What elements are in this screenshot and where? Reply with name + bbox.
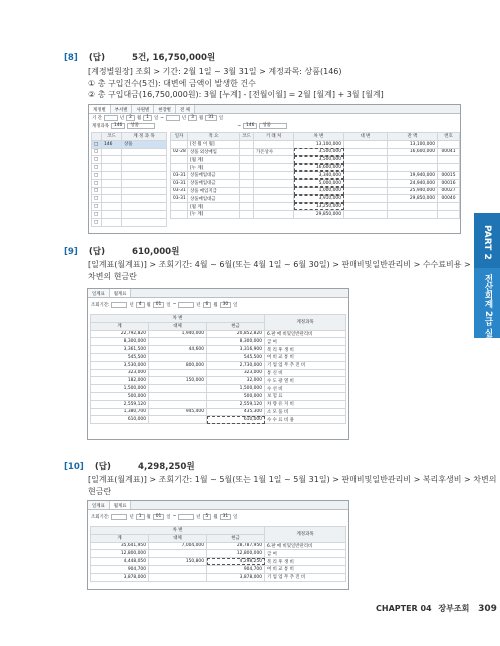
table-row[interactable]: [91, 361, 346, 369]
cell-transfer: 150,800: [149, 558, 207, 566]
q8-from-month[interactable]: 2: [126, 115, 135, 121]
cell-date: 03-31: [171, 187, 188, 195]
cell-number: 00041: [438, 148, 460, 156]
q8-description: [88, 66, 384, 101]
q8-day-unit-2: 일: [218, 116, 224, 121]
tab-site[interactable]: 현장별: [154, 105, 176, 113]
cell-account: 기 업 업 무 추 진 비: [265, 361, 346, 369]
cell-date: [171, 164, 188, 172]
cell-transfer: 800,000: [149, 361, 207, 369]
q9-table: [90, 314, 346, 424]
table-row[interactable]: [91, 330, 346, 338]
cell-desc: 상품매입대금: [188, 195, 240, 203]
cell-credit: [344, 164, 388, 172]
cell-transfer: [149, 338, 207, 346]
cell-credit: [344, 179, 388, 187]
cell-cash: 323,000: [207, 369, 265, 377]
cell-account: 소 모 품 비: [265, 408, 346, 416]
cell-code: [240, 210, 254, 218]
table-row[interactable]: [171, 210, 460, 218]
q10-answer: 4,298,250원: [138, 462, 195, 472]
q8-list-code-header: 코드: [102, 133, 122, 141]
cell-date: 03-31: [171, 195, 188, 203]
q8-tilde: ~: [160, 115, 164, 121]
cell-total: 545,500: [91, 353, 149, 361]
table-row[interactable]: [171, 203, 460, 211]
q8-to-day[interactable]: 31: [205, 115, 217, 121]
cell-debit: 5,000,000: [294, 179, 344, 187]
q8-from-year[interactable]: [104, 115, 118, 121]
q10-month-unit-2: 월: [213, 514, 218, 520]
cell-cash: 20,852,820: [207, 330, 265, 338]
cell-credit: [344, 156, 388, 164]
q9-description: [88, 259, 471, 282]
table-row[interactable]: [91, 573, 346, 581]
cell-cash: 12,800,000: [207, 550, 265, 558]
cell-account: 급 여: [265, 338, 346, 346]
q10-to-day[interactable]: 31: [220, 514, 232, 520]
q8-account-row: 계정과목 146 상품 ~ 146 상품: [89, 122, 460, 130]
cell-total: 500,000: [91, 392, 149, 400]
q9-day-unit-2: 일: [233, 302, 238, 308]
cell-account: 6.판 매 비및일반관리비: [265, 542, 346, 550]
cell-number: 00027: [438, 187, 460, 195]
table-row[interactable]: [171, 148, 460, 156]
q8-answer-label: (답): [88, 53, 106, 63]
cell-balance: [388, 164, 438, 172]
cell-partner: [254, 195, 294, 203]
q10-answer-label: (답): [94, 462, 111, 472]
q10-month-unit: 월: [146, 514, 151, 520]
q10-from-month[interactable]: 1: [136, 514, 145, 520]
cell-transfer: [149, 565, 207, 573]
cell-transfer: 1,940,000: [149, 330, 207, 338]
cell-total: 2,559,120: [91, 400, 149, 408]
cell-partner: [254, 187, 294, 195]
cell-total: 22,792,820: [91, 330, 149, 338]
cell-cash: 2,559,120: [207, 400, 265, 408]
cell-account: 6.판 매 비및일반관리비: [265, 330, 346, 338]
cell-credit: [344, 210, 388, 218]
checkbox-col: [92, 133, 102, 141]
table-row[interactable]: [91, 558, 346, 566]
q8-account-label: 계정과목: [92, 124, 109, 129]
cell-credit: [344, 148, 388, 156]
footer-chapter: CHAPTER 04: [376, 604, 432, 613]
cell-account: 수 수 료 비 용: [265, 416, 346, 424]
cell-account: 통 신 비: [265, 369, 346, 377]
q8-month-unit: 월: [136, 116, 142, 121]
cell-number: [438, 203, 460, 211]
cell-date: [171, 210, 188, 218]
cell-cash: 3,878,000: [207, 573, 265, 581]
table-row[interactable]: [91, 377, 346, 385]
cell-partner: [254, 179, 294, 187]
q8-to-month[interactable]: 3: [188, 115, 197, 121]
cell-account: 기 업 업 무 추 진 비: [265, 573, 346, 581]
cell-credit: [344, 203, 388, 211]
cell-partner: [254, 140, 294, 148]
cell-transfer: 150,000: [149, 377, 207, 385]
cell-total: 35,641,950: [91, 542, 149, 550]
cell-partner: [254, 164, 294, 172]
cell-date: [171, 140, 188, 148]
cell-account: 보 험 료: [265, 392, 346, 400]
q9-answer-label: (답): [88, 247, 106, 257]
cell-number: [438, 156, 460, 164]
cell-transfer: [149, 369, 207, 377]
cell-debit: 3,500,000: [294, 156, 344, 164]
side-title-label: 전산회계 2급 실무: [483, 274, 493, 346]
tab-department[interactable]: 부서별: [111, 105, 133, 113]
q8-number: [8]: [64, 53, 78, 63]
q8-line-2: ① 총 구입건수(5건): 대변에 금액이 발생한 건수: [88, 78, 256, 88]
cell-date: 02-28: [171, 148, 188, 156]
table-row[interactable]: [91, 400, 346, 408]
q9-group-header: 차 변: [91, 315, 265, 323]
q8-ledger-screenshot: [88, 104, 461, 234]
cell-debit: 3,910,000: [294, 195, 344, 203]
q10-group-header: 차 변: [91, 527, 265, 535]
cell-account: 차 량 유 지 비: [265, 400, 346, 408]
table-row[interactable]: [171, 156, 460, 164]
cell-partner: [254, 210, 294, 218]
cell-number: [438, 164, 460, 172]
col-date: 일자: [171, 133, 188, 141]
q8-from-day[interactable]: 1: [143, 115, 152, 121]
cell-transfer: [149, 416, 207, 424]
table-row[interactable]: [171, 195, 460, 203]
q9-number: [9]: [64, 247, 78, 257]
cell-total: 904,700: [91, 565, 149, 573]
q9-month-unit-2: 월: [213, 302, 218, 308]
cell-transfer: [149, 550, 207, 558]
cell-code: [240, 203, 254, 211]
table-row[interactable]: [91, 416, 346, 424]
cell-desc: [월 계]: [188, 203, 240, 211]
q8-month-unit-2: 월: [198, 116, 204, 121]
q9-tabs: [88, 289, 348, 298]
cell-transfer: [149, 385, 207, 393]
table-row[interactable]: [171, 164, 460, 172]
table-row[interactable]: [91, 369, 346, 377]
cell-cash: 4,298,250: [207, 558, 265, 566]
q8-answer: 5건, 16,750,000원: [132, 53, 216, 63]
q8-period-row: [89, 114, 460, 122]
table-row[interactable]: [91, 565, 346, 573]
cell-balance: 24,940,000: [388, 179, 438, 187]
cell-debit: 1,000,000: [294, 187, 344, 195]
cell-transfer: 945,400: [149, 408, 207, 416]
cell-account: 급 여: [265, 550, 346, 558]
cell-partner: 가온상사: [254, 148, 294, 156]
cell-cash: 2,730,000: [207, 361, 265, 369]
q8-period-label: 기 간: [92, 116, 102, 121]
cell-cash: 3,316,900: [207, 346, 265, 354]
q10-col-total: 계: [91, 534, 149, 542]
cell-cash: 8,300,000: [207, 338, 265, 346]
cell-number: 00016: [438, 179, 460, 187]
cell-cash: 904,700: [207, 565, 265, 573]
q9-from-day[interactable]: 01: [153, 302, 165, 308]
q8-year-unit-2: 년: [181, 116, 187, 121]
cell-account: 수 도 광 열 비: [265, 377, 346, 385]
cell-number: 00015: [438, 171, 460, 179]
cell-partner: [254, 171, 294, 179]
cell-balance: 19,940,000: [388, 171, 438, 179]
tab-all[interactable]: 전 체: [176, 105, 195, 113]
cell-transfer: [149, 353, 207, 361]
cell-debit: 13,250,000: [294, 203, 344, 211]
cell-code: [240, 195, 254, 203]
cell-total: 182,000: [91, 377, 149, 385]
cell-desc: 상품매입대금: [188, 179, 240, 187]
q9-month-unit: 월: [146, 302, 151, 308]
q8-account-list: 코드 계 정 과 목 □ 146 상품 □ □ □ □ □ □ □ □ □ □: [91, 132, 167, 227]
q9-year-unit: 년: [129, 302, 134, 308]
q8-account-to-code[interactable]: 146: [243, 123, 257, 129]
cell-transfer: [149, 573, 207, 581]
tab-daily[interactable]: 일계표: [88, 501, 110, 509]
table-row[interactable]: [91, 338, 346, 346]
cell-date: 03-31: [171, 179, 188, 187]
cell-number: [438, 140, 460, 148]
cell-desc: 상품 매입지급: [188, 187, 240, 195]
q9-from-year[interactable]: [111, 302, 127, 308]
cell-account: 여 비 교 통 비: [265, 353, 346, 361]
cell-total: 323,000: [91, 369, 149, 377]
col-partner: 거 래 처: [254, 133, 294, 141]
cell-total: 3,878,000: [91, 573, 149, 581]
cell-desc: 상품매입대금: [188, 171, 240, 179]
cell-balance: [388, 210, 438, 218]
cell-credit: [344, 187, 388, 195]
table-row[interactable]: [91, 550, 346, 558]
q8-tabs: [89, 105, 460, 114]
table-row[interactable]: [91, 346, 346, 354]
cell-cash: 610,000: [207, 416, 265, 424]
q10-line-1: [일계표(월계표)] > 조회기간: 1월 ~ 5월(또는 1월 1일 ~ 5월 31일) > 판매비및일반관리비 > 복리후생비 > 차변의: [88, 475, 497, 484]
cell-balance: [388, 203, 438, 211]
cell-total: 1,500,000: [91, 385, 149, 393]
table-row[interactable]: [171, 187, 460, 195]
cell-cash: 435,300: [207, 408, 265, 416]
q8-account-from-code[interactable]: 146: [111, 123, 125, 129]
cell-debit: 3,500,000: [294, 148, 344, 156]
q9-monthly-screenshot: [87, 288, 349, 440]
cell-number: 00040: [438, 195, 460, 203]
q8-ledger-table: [170, 132, 459, 219]
q8-to-year[interactable]: [166, 115, 180, 121]
q9-to-month[interactable]: 6: [203, 302, 212, 308]
cell-cash: 1,500,000: [207, 385, 265, 393]
col-number: 번호: [438, 133, 460, 141]
q8-list-name: 상품: [122, 140, 167, 148]
q10-day-unit: 일: [166, 514, 171, 520]
cell-credit: [344, 140, 388, 148]
cell-cash: 500,000: [207, 392, 265, 400]
q9-col-total: 계: [91, 322, 149, 330]
cell-balance: 29,850,000: [388, 195, 438, 203]
cell-transfer: 7,004,000: [149, 542, 207, 550]
page-number: 309: [478, 604, 497, 614]
q10-header: [64, 460, 195, 472]
q10-tilde: ~: [172, 514, 177, 519]
cell-total: 610,000: [91, 416, 149, 424]
cell-debit: 13,100,000: [294, 140, 344, 148]
q9-to-day[interactable]: 30: [220, 302, 232, 308]
q8-account-from-name[interactable]: 상품: [127, 123, 155, 129]
cell-code: [240, 148, 254, 156]
col-desc: 적 요: [188, 133, 240, 141]
cell-desc: 상품 외상매입: [188, 148, 240, 156]
q9-tilde: ~: [172, 302, 177, 307]
cell-partner: [254, 156, 294, 164]
cell-credit: [344, 195, 388, 203]
q8-list-row[interactable]: [92, 140, 167, 148]
cell-debit: 16,600,000: [294, 164, 344, 172]
q9-answer: 610,000원: [132, 247, 180, 257]
cell-total: 4,448,050: [91, 558, 149, 566]
q10-period-label: 조회기간:: [91, 514, 110, 520]
table-row[interactable]: [91, 408, 346, 416]
q9-col-cash: 현금: [207, 322, 265, 330]
tab-monthly[interactable]: 월계표: [110, 289, 132, 297]
q10-tabs: [88, 501, 348, 510]
q8-line-3: ② 총 구입대금(16,750,000원): 3월 [누계] - [전월이월] = 2월 [월계] + 3월 [월계]: [88, 90, 384, 99]
q9-line-2: 차변의 현금란: [88, 271, 137, 281]
cell-balance: 13,100,000: [388, 140, 438, 148]
page-footer: [376, 603, 497, 614]
q9-col-account: 계정과목: [265, 315, 346, 331]
tab-employee[interactable]: 사원별: [132, 105, 154, 113]
cell-code: [240, 156, 254, 164]
q10-year-unit: 년: [129, 514, 134, 520]
cell-desc: [전 월 이 월]: [188, 140, 240, 148]
cell-total: 1,380,700: [91, 408, 149, 416]
q9-line-1: [일계표(월계표)] > 조회기간: 4월 ~ 6월(또는 4월 1일 ~ 6월 30일) > 판매비및일반관리비 > 수수료비용 >: [88, 260, 471, 269]
cell-cash: 32,000: [207, 377, 265, 385]
q8-list-name-header: 계 정 과 목: [122, 133, 167, 141]
q9-header: [64, 245, 179, 257]
cell-account: 여 비 교 통 비: [265, 565, 346, 573]
col-credit: 대 변: [344, 133, 388, 141]
cell-balance: 25,940,000: [388, 187, 438, 195]
cell-transfer: 44,600: [149, 346, 207, 354]
q10-year-unit-2: 년: [196, 514, 201, 520]
cell-code: [240, 164, 254, 172]
q8-ledger-header: [171, 133, 460, 141]
cell-total: 8,300,000: [91, 338, 149, 346]
cell-date: 03-31: [171, 171, 188, 179]
cell-account: 복 리 후 생 비: [265, 558, 346, 566]
q10-to-month[interactable]: 5: [203, 514, 212, 520]
cell-balance: 16,600,000: [388, 148, 438, 156]
q10-day-unit-2: 일: [233, 514, 238, 520]
cell-cash: 28,787,950: [207, 542, 265, 550]
q8-day-unit: 일: [153, 116, 159, 121]
q8-line-1: [계정별원장] 조회 > 기간: 2월 1일 ~ 3월 31일 > 계정과목: 상품(146): [88, 67, 342, 76]
table-row[interactable]: [91, 385, 346, 393]
tab-daily[interactable]: 일계표: [88, 289, 110, 297]
cell-date: [171, 203, 188, 211]
col-debit: 차 변: [294, 133, 344, 141]
table-row[interactable]: [171, 171, 460, 179]
q9-period-label: 조회기간:: [91, 302, 110, 308]
q10-line-2: 현금란: [88, 486, 112, 496]
cell-code: [240, 179, 254, 187]
q8-header: [64, 51, 215, 63]
q10-col-cash: 현금: [207, 534, 265, 542]
q10-col-transfer: 대체: [149, 534, 207, 542]
q10-period-row: [88, 510, 348, 523]
cell-partner: [254, 203, 294, 211]
tab-account[interactable]: 계정별: [89, 105, 111, 113]
col-code: 코드: [240, 133, 254, 141]
q9-day-unit: 일: [166, 302, 171, 308]
q8-year-unit: 년: [119, 116, 125, 121]
cell-desc: [누 계]: [188, 164, 240, 172]
q10-number: [10]: [64, 462, 84, 472]
cell-number: [438, 210, 460, 218]
cell-code: [240, 171, 254, 179]
table-row[interactable]: [171, 140, 460, 148]
q10-from-day[interactable]: 01: [153, 514, 165, 520]
row-checkbox[interactable]: □: [92, 140, 102, 148]
table-row[interactable]: [171, 179, 460, 187]
q10-monthly-screenshot: [87, 500, 349, 590]
cell-total: 3,361,500: [91, 346, 149, 354]
q9-period-row: [88, 298, 348, 311]
cell-code: [240, 140, 254, 148]
q8-account-to-name[interactable]: 상품: [259, 123, 287, 129]
cell-total: 12,800,000: [91, 550, 149, 558]
cell-cash: 545,500: [207, 353, 265, 361]
q10-from-year[interactable]: [111, 514, 127, 520]
side-part-label: PART 2: [482, 225, 492, 260]
cell-account: 복 리 후 생 비: [265, 346, 346, 354]
cell-desc: [월 계]: [188, 156, 240, 164]
q10-col-account: 계정과목: [265, 527, 346, 543]
table-row[interactable]: [91, 542, 346, 550]
cell-date: [171, 156, 188, 164]
q9-from-month[interactable]: 4: [136, 302, 145, 308]
q9-col-transfer: 대체: [149, 322, 207, 330]
q10-to-year[interactable]: [178, 514, 194, 520]
cell-transfer: [149, 400, 207, 408]
col-balance: 잔 액: [388, 133, 438, 141]
q10-table: [90, 526, 346, 582]
table-row[interactable]: [91, 353, 346, 361]
footer-title: 장부조회: [438, 604, 470, 613]
cell-desc: [누 계]: [188, 210, 240, 218]
q10-description: [88, 474, 496, 497]
q9-to-year[interactable]: [178, 302, 194, 308]
cell-debit: 29,850,000: [294, 210, 344, 218]
q8-list-code: 146: [102, 140, 122, 148]
cell-total: 3,530,000: [91, 361, 149, 369]
tab-monthly[interactable]: 월계표: [110, 501, 132, 509]
q9-year-unit-2: 년: [196, 302, 201, 308]
cell-debit: 3,340,000: [294, 171, 344, 179]
cell-code: [240, 187, 254, 195]
cell-account: 수 선 비: [265, 385, 346, 393]
cell-transfer: [149, 392, 207, 400]
cell-credit: [344, 171, 388, 179]
table-row[interactable]: [91, 392, 346, 400]
cell-balance: [388, 156, 438, 164]
